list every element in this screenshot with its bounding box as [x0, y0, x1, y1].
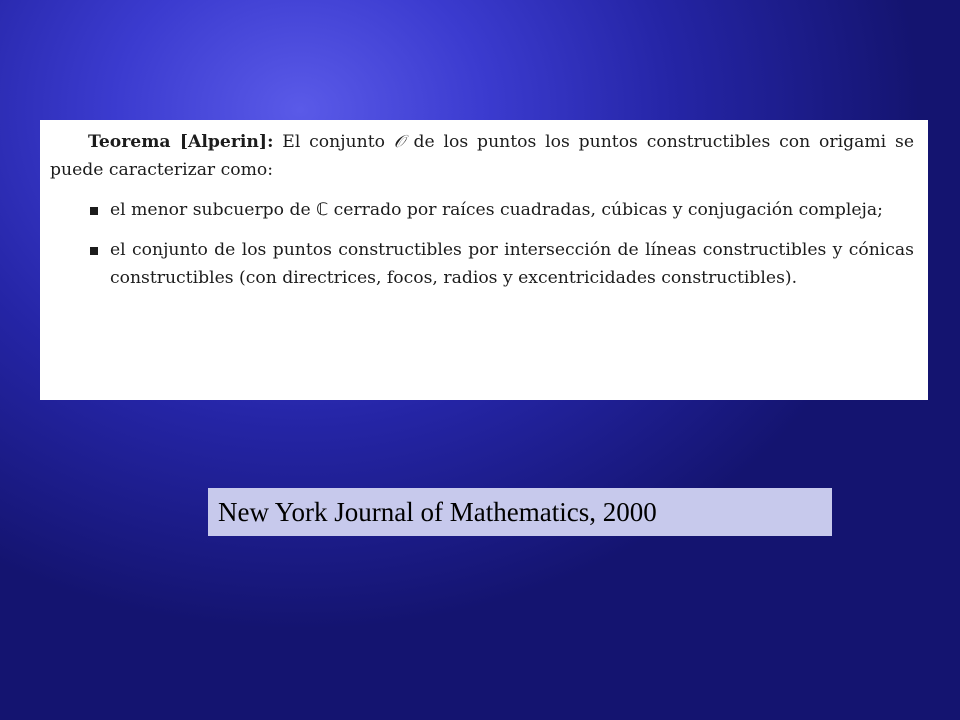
theorem-items-list — [50, 196, 914, 292]
item1-text-end: cerrado por raíces cuadradas, cúbicas y conjugación compleja; — [333, 200, 883, 220]
square-bullet-icon — [90, 207, 98, 215]
theorem-intro-end: de los puntos los puntos constructibles con origami se puede caracterizar como: — [50, 132, 914, 180]
item2-text: el conjunto de los puntos constructibles por intersección de líneas constructibles y cónicas constructibles (con directrices, focos, radios y excentricidades constructibles). — [110, 240, 914, 288]
theorem-intro-start: El conjunto — [282, 132, 385, 152]
citation-text: New York Journal of Mathematics, 2000 — [218, 496, 657, 527]
theorem-item-1 — [50, 196, 914, 224]
theorem-label: Teorema [Alperin]: — [88, 132, 274, 152]
citation-box — [208, 488, 832, 536]
theorem-item-2 — [50, 236, 914, 292]
theorem-intro — [50, 128, 914, 184]
square-bullet-icon — [90, 247, 98, 255]
set-o-symbol: 𝒪 — [393, 132, 405, 152]
item1-text-start: el menor subcuerpo de — [110, 200, 311, 220]
theorem-box — [40, 120, 928, 400]
complex-numbers-symbol: ℂ — [316, 200, 329, 220]
